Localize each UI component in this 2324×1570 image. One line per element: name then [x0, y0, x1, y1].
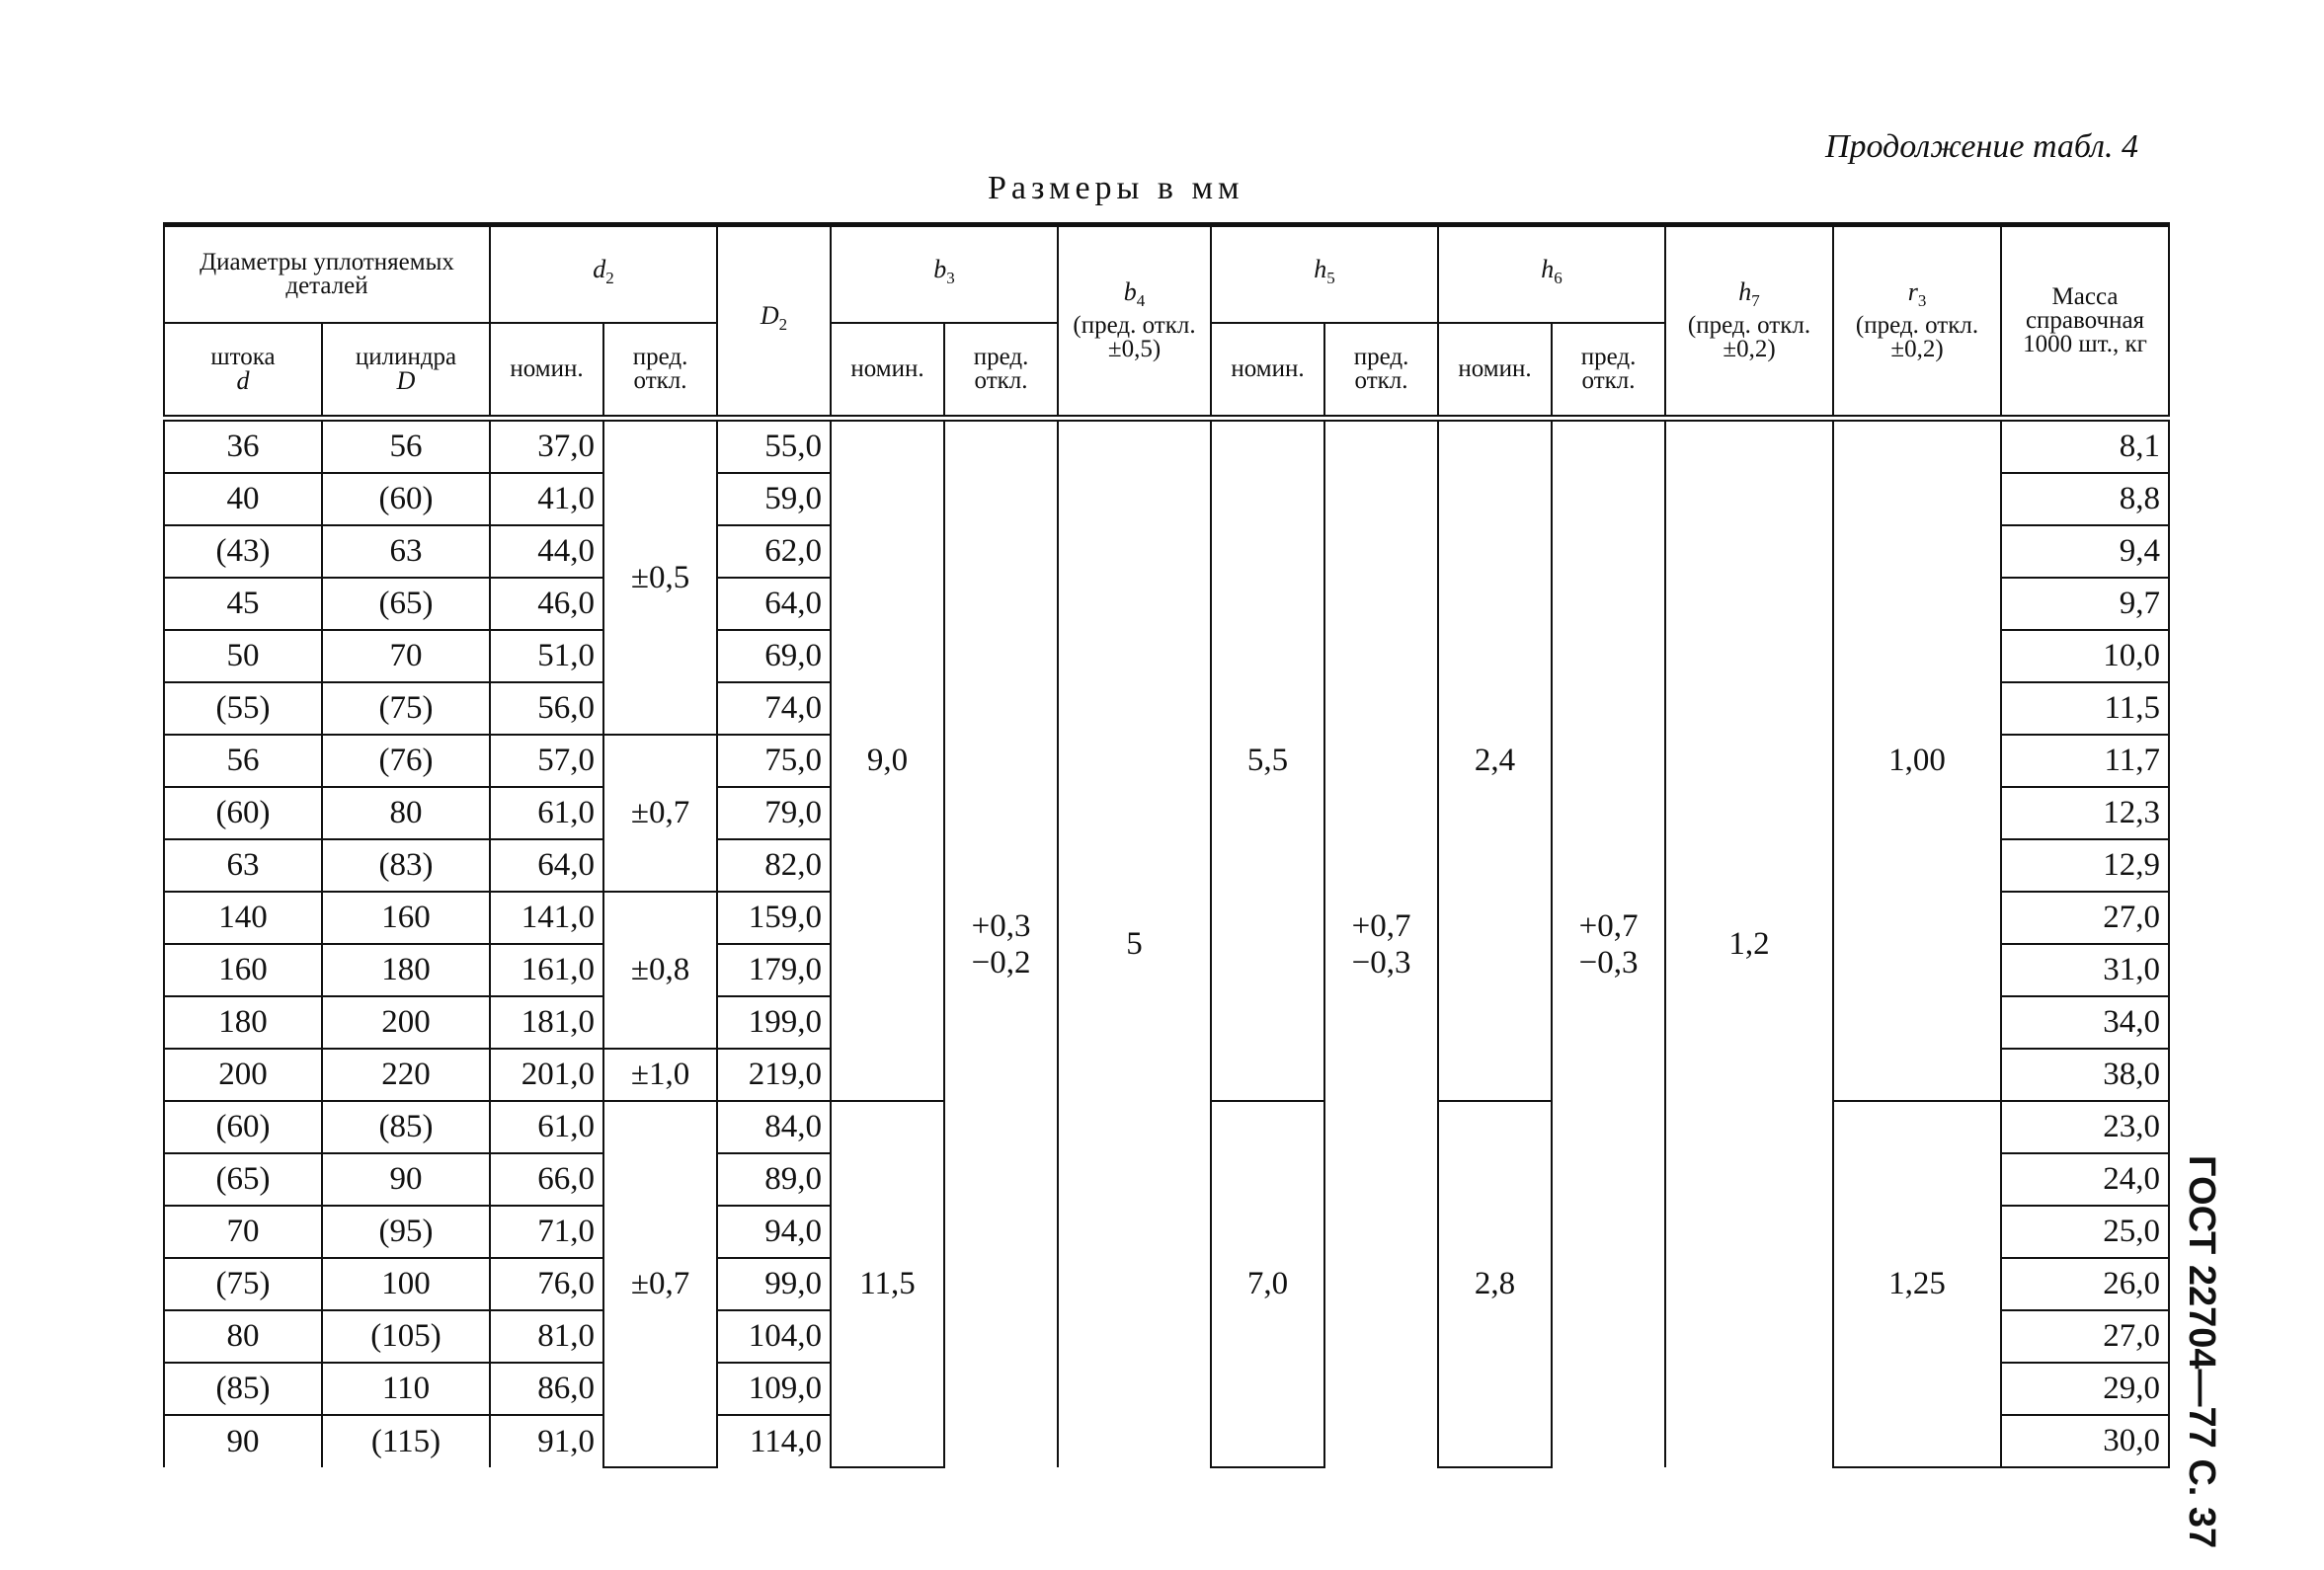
cylinder-diameter-cell: (83) — [322, 839, 490, 892]
rod-diameter-cell: 70 — [164, 1206, 322, 1258]
header-mass: Масса справочная 1000 шт., кг — [2001, 225, 2169, 419]
cylinder-diameter-cell: 63 — [322, 525, 490, 578]
D2-nominal-cell: 99,0 — [717, 1258, 831, 1310]
cylinder-diameter-cell: 180 — [322, 944, 490, 996]
d2-nominal-cell: 161,0 — [490, 944, 603, 996]
h6-nominal-cell: 2,8 — [1438, 1101, 1552, 1467]
mass-cell: 23,0 — [2001, 1101, 2169, 1153]
d2-deviation-cell: ±0,7 — [603, 1101, 717, 1467]
d2-nominal-cell: 86,0 — [490, 1363, 603, 1415]
h6-symbol: h — [1541, 255, 1555, 284]
header-b3 — [831, 225, 1058, 324]
d2-deviation-cell: ±0,7 — [603, 735, 717, 892]
h7-symbol: h — [1738, 277, 1752, 307]
mass-cell: 34,0 — [2001, 996, 2169, 1049]
D2-nominal-cell: 74,0 — [717, 682, 831, 735]
rod-diameter-cell: 180 — [164, 996, 322, 1049]
header-h5 — [1211, 225, 1438, 324]
h7-value-cell: 1,2 — [1665, 419, 1833, 1468]
h6-deviation-cell: +0,7 −0,3 — [1552, 419, 1665, 1468]
d2-nominal-cell: 56,0 — [490, 682, 603, 735]
rod-diameter-cell: 160 — [164, 944, 322, 996]
mass-cell: 12,9 — [2001, 839, 2169, 892]
d2-nominal-cell: 91,0 — [490, 1415, 603, 1467]
rod-diameter-cell: 200 — [164, 1049, 322, 1101]
d2-nominal-cell: 141,0 — [490, 892, 603, 944]
D2-nominal-cell: 64,0 — [717, 578, 831, 630]
r3-value-cell: 1,25 — [1833, 1101, 2001, 1467]
cylinder-diameter-cell: (60) — [322, 473, 490, 525]
b3-nominal-cell: 11,5 — [831, 1101, 944, 1467]
b3-nominal-cell: 9,0 — [831, 419, 944, 1102]
D2-nominal-cell: 62,0 — [717, 525, 831, 578]
cylinder-diameter-cell: 70 — [322, 630, 490, 682]
r3-symbol: r — [1907, 277, 1918, 307]
cylinder-diameter-cell: 100 — [322, 1258, 490, 1310]
cylinder-diameter-cell: (76) — [322, 735, 490, 787]
d2-deviation-cell: ±0,8 — [603, 892, 717, 1049]
D2-nominal-cell: 159,0 — [717, 892, 831, 944]
b3-subscript: 3 — [946, 269, 955, 288]
D2-subscript: 2 — [778, 315, 788, 335]
b4-subscript: 4 — [1136, 291, 1146, 311]
header-d2-dev: пред. откл. — [603, 323, 717, 419]
mass-cell: 12,3 — [2001, 787, 2169, 839]
mass-cell: 9,7 — [2001, 578, 2169, 630]
d2-nominal-cell: 44,0 — [490, 525, 603, 578]
b4-value-cell: 5 — [1058, 419, 1211, 1468]
d2-nominal-cell: 61,0 — [490, 1101, 603, 1153]
cylinder-diameter-cell: 110 — [322, 1363, 490, 1415]
header-d2-nom: номин. — [490, 323, 603, 419]
header-sealed-diameters: Диаметры уплотняемых деталей — [164, 225, 490, 324]
cylinder-symbol: D — [396, 365, 416, 395]
cylinder-label: цилиндра — [355, 343, 457, 370]
header-b3-nom: номин. — [831, 323, 944, 419]
D2-nominal-cell: 59,0 — [717, 473, 831, 525]
header-h6 — [1438, 225, 1665, 324]
mass-cell: 11,7 — [2001, 735, 2169, 787]
rod-diameter-cell: (65) — [164, 1153, 322, 1206]
cylinder-diameter-cell: 220 — [322, 1049, 490, 1101]
d2-deviation-cell: ±0,5 — [603, 419, 717, 736]
d2-nominal-cell: 81,0 — [490, 1310, 603, 1363]
mass-cell: 30,0 — [2001, 1415, 2169, 1467]
mass-cell: 27,0 — [2001, 1310, 2169, 1363]
h6-nominal-cell: 2,4 — [1438, 419, 1552, 1102]
rod-diameter-cell: 56 — [164, 735, 322, 787]
D2-nominal-cell: 114,0 — [717, 1415, 831, 1467]
rod-diameter-cell: (85) — [164, 1363, 322, 1415]
rod-diameter-cell: 50 — [164, 630, 322, 682]
dimensions-table-container — [163, 222, 2170, 1468]
D2-nominal-cell: 69,0 — [717, 630, 831, 682]
h7-subscript: 7 — [1751, 291, 1760, 311]
D2-nominal-cell: 89,0 — [717, 1153, 831, 1206]
header-b4 — [1058, 225, 1211, 419]
D2-nominal-cell: 84,0 — [717, 1101, 831, 1153]
rod-diameter-cell: 45 — [164, 578, 322, 630]
rod-diameter-cell: (55) — [164, 682, 322, 735]
units-label: Размеры в мм — [988, 170, 1244, 206]
rod-diameter-cell: 90 — [164, 1415, 322, 1467]
d2-subscript: 2 — [605, 269, 614, 288]
r3-subscript: 3 — [1917, 291, 1927, 311]
header-r3 — [1833, 225, 2001, 419]
rod-diameter-cell: 40 — [164, 473, 322, 525]
header-h5-nom: номин. — [1211, 323, 1324, 419]
mass-cell: 11,5 — [2001, 682, 2169, 735]
rod-diameter-cell: 63 — [164, 839, 322, 892]
h5-deviation-cell: +0,7 −0,3 — [1324, 419, 1438, 1468]
d2-nominal-cell: 201,0 — [490, 1049, 603, 1101]
mass-cell: 8,8 — [2001, 473, 2169, 525]
D2-nominal-cell: 94,0 — [717, 1206, 831, 1258]
mass-cell: 24,0 — [2001, 1153, 2169, 1206]
d2-nominal-cell: 64,0 — [490, 839, 603, 892]
cylinder-diameter-cell: (65) — [322, 578, 490, 630]
rod-diameter-cell: (75) — [164, 1258, 322, 1310]
mass-cell: 31,0 — [2001, 944, 2169, 996]
rod-diameter-cell: (60) — [164, 1101, 322, 1153]
D2-nominal-cell: 82,0 — [717, 839, 831, 892]
table-row — [164, 419, 2169, 474]
cylinder-diameter-cell: (75) — [322, 682, 490, 735]
d2-nominal-cell: 57,0 — [490, 735, 603, 787]
r3-note: (пред. откл. ±0,2) — [1855, 311, 1979, 362]
d2-symbol: d — [593, 255, 606, 284]
mass-cell: 25,0 — [2001, 1206, 2169, 1258]
D2-nominal-cell: 55,0 — [717, 419, 831, 474]
header-h6-dev: пред. откл. — [1552, 323, 1665, 419]
b4-symbol: b — [1123, 277, 1137, 307]
cylinder-diameter-cell: 160 — [322, 892, 490, 944]
r3-value-cell: 1,00 — [1833, 419, 2001, 1102]
d2-nominal-cell: 37,0 — [490, 419, 603, 474]
rod-diameter-cell: (43) — [164, 525, 322, 578]
D2-nominal-cell: 199,0 — [717, 996, 831, 1049]
b3-deviation-cell: +0,3 −0,2 — [944, 419, 1058, 1468]
mass-cell: 10,0 — [2001, 630, 2169, 682]
dimensions-table — [163, 222, 2170, 1468]
cylinder-diameter-cell: (105) — [322, 1310, 490, 1363]
mass-cell: 38,0 — [2001, 1049, 2169, 1101]
h5-symbol: h — [1314, 255, 1327, 284]
rod-diameter-cell: (60) — [164, 787, 322, 839]
header-cylinder — [322, 323, 490, 419]
rod-diameter-cell: 36 — [164, 419, 322, 474]
D2-symbol: D — [760, 301, 779, 331]
mass-cell: 9,4 — [2001, 525, 2169, 578]
D2-nominal-cell: 79,0 — [717, 787, 831, 839]
D2-nominal-cell: 104,0 — [717, 1310, 831, 1363]
header-h7 — [1665, 225, 1833, 419]
h5-subscript: 5 — [1326, 269, 1335, 288]
mass-cell: 8,1 — [2001, 419, 2169, 474]
rod-diameter-cell: 140 — [164, 892, 322, 944]
header-h5-dev: пред. откл. — [1324, 323, 1438, 419]
d2-nominal-cell: 71,0 — [490, 1206, 603, 1258]
h5-nominal-cell: 5,5 — [1211, 419, 1324, 1102]
D2-nominal-cell: 109,0 — [717, 1363, 831, 1415]
continuation-label: Продолжение табл. 4 — [1824, 128, 2138, 165]
cylinder-diameter-cell: (85) — [322, 1101, 490, 1153]
D2-nominal-cell: 179,0 — [717, 944, 831, 996]
cylinder-diameter-cell: 80 — [322, 787, 490, 839]
d2-nominal-cell: 66,0 — [490, 1153, 603, 1206]
cylinder-diameter-cell: 90 — [322, 1153, 490, 1206]
cylinder-diameter-cell: (115) — [322, 1415, 490, 1467]
rod-symbol: d — [236, 365, 250, 395]
cylinder-diameter-cell: (95) — [322, 1206, 490, 1258]
table-body — [164, 419, 2169, 1468]
rod-diameter-cell: 80 — [164, 1310, 322, 1363]
rod-label: штока — [210, 343, 276, 370]
b4-note: (пред. откл. ±0,5) — [1073, 311, 1196, 362]
d2-nominal-cell: 181,0 — [490, 996, 603, 1049]
cylinder-diameter-cell: 56 — [322, 419, 490, 474]
D2-nominal-cell: 219,0 — [717, 1049, 831, 1101]
d2-nominal-cell: 51,0 — [490, 630, 603, 682]
cylinder-diameter-cell: 200 — [322, 996, 490, 1049]
h7-note: (пред. откл. ±0,2) — [1687, 311, 1811, 362]
header-rod — [164, 323, 322, 419]
mass-cell: 27,0 — [2001, 892, 2169, 944]
header-d2 — [490, 225, 717, 324]
header-b3-dev: пред. откл. — [944, 323, 1058, 419]
standard-text: ГОСТ 22704—77 С. 37 — [2181, 1155, 2222, 1549]
h6-subscript: 6 — [1554, 269, 1563, 288]
d2-deviation-cell: ±1,0 — [603, 1049, 717, 1101]
header-h6-nom: номин. — [1438, 323, 1552, 419]
d2-nominal-cell: 41,0 — [490, 473, 603, 525]
D2-nominal-cell: 75,0 — [717, 735, 831, 787]
d2-nominal-cell: 61,0 — [490, 787, 603, 839]
b3-symbol: b — [933, 255, 947, 284]
d2-nominal-cell: 76,0 — [490, 1258, 603, 1310]
d2-nominal-cell: 46,0 — [490, 578, 603, 630]
mass-cell: 29,0 — [2001, 1363, 2169, 1415]
mass-cell: 26,0 — [2001, 1258, 2169, 1310]
h5-nominal-cell: 7,0 — [1211, 1101, 1324, 1467]
header-D2 — [717, 225, 831, 419]
